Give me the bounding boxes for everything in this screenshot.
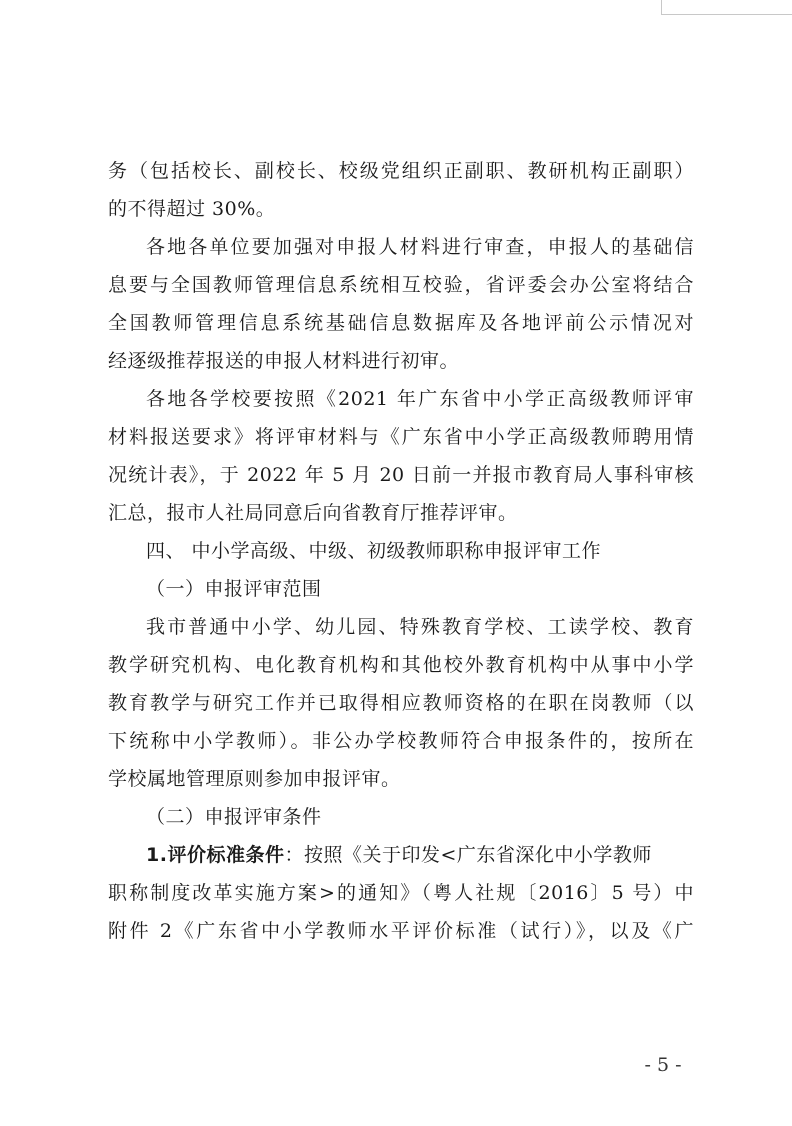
paragraph-line: 况统计表》，于 2022 年 5 月 20 日前一并报市教育局人事科审核 — [108, 464, 694, 486]
paragraph-line: 的不得超过 30%。 — [108, 198, 276, 220]
paragraph-line: 务（包括校长、副校长、校级党组织正副职、教研机构正副职） — [108, 160, 694, 182]
paragraph-line: 材料报送要求》将评审材料与《广东省中小学正高级教师聘用情 — [108, 426, 694, 448]
subsection-heading: （一）申报评审范围 — [146, 578, 322, 600]
paragraph-line: 经逐级推荐报送的申报人材料进行初审。 — [108, 350, 460, 372]
paragraph-line: 汇总，报市人社局同意后向省教育厅推荐评审。 — [108, 502, 518, 524]
document-body — [108, 152, 694, 950]
paragraph-line: 我市普通中小学、幼儿园、特殊教育学校、工读学校、教育 — [146, 616, 694, 638]
paragraph-line: 各地各单位要加强对申报人材料进行审查，申报人的基础信 — [146, 236, 694, 258]
subsection-heading: （二）申报评审条件 — [146, 806, 322, 828]
paragraph-line: 教学研究机构、电化教育机构和其他校外教育机构中从事中小学 — [108, 654, 694, 676]
paragraph-line: 教育教学与研究工作并已取得相应教师资格的在职在岗教师（以 — [108, 692, 694, 714]
paragraph-line: 各地各学校要按照《2021 年广东省中小学正高级教师评审 — [146, 388, 694, 410]
paragraph-line: 附件 2《广东省中小学教师水平评价标准（试行）》，以及《广 — [108, 920, 694, 942]
criteria-text: ：按照《关于印发<广东省深化中小学教师 — [284, 844, 652, 866]
paragraph-line: 息要与全国教师管理信息系统相互校验，省评委会办公室将结合 — [108, 274, 694, 296]
scan-edge-mark — [661, 0, 792, 15]
paragraph-line: 学校属地管理原则参加申报评审。 — [108, 768, 401, 790]
paragraph-line: 职称制度改革实施方案>的通知》（粤人社规〔2016〕5 号）中 — [108, 882, 694, 904]
criteria-lead: 1.评价标准条件 — [146, 844, 285, 866]
paragraph-line: 下统称中小学教师）。非公办学校教师符合申报条件的，按所在 — [108, 730, 694, 752]
criteria-line — [108, 836, 694, 874]
section-heading: 四、 中小学高级、中级、初级教师职称申报评审工作 — [146, 540, 602, 562]
paragraph-line: 全国教师管理信息系统基础信息数据库及各地评前公示情况对 — [108, 312, 694, 334]
page-number: - 5 - — [644, 1054, 682, 1076]
